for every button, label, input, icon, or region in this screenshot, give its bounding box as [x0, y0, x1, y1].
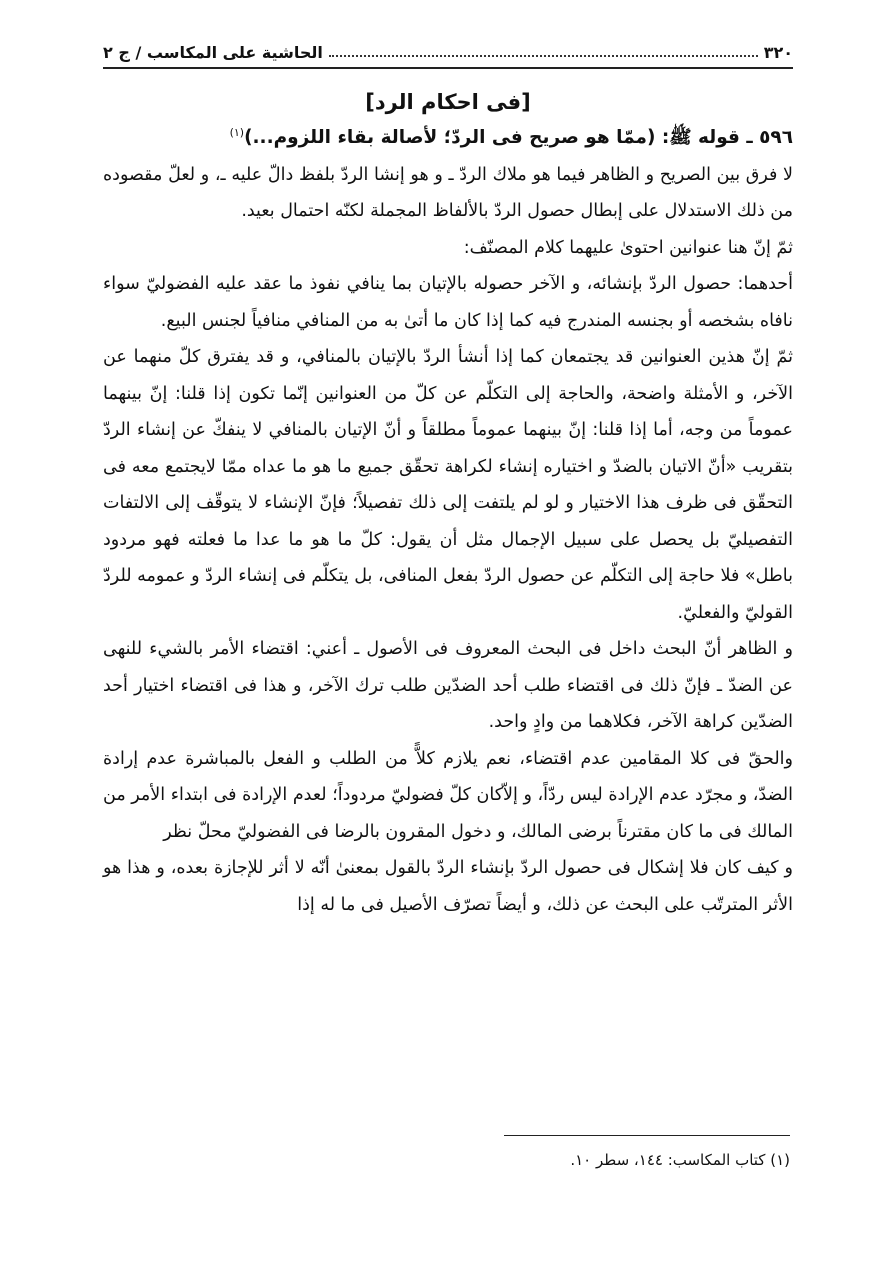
paragraph: لا فرق بين الصريح و الظاهر فيما هو ملاك الردّ ـ و هو إنشا الردّ بلفظ دالّ عليه ـ، و لعلّ مقصوده من ذلك الاستدلال على إبطال حصول الردّ بالألفاظ المجملة لكنّه احتمال بعيد.	[103, 164, 793, 221]
footnote: (١) كتاب المكاسب: ١٤٤، سطر ١٠.	[570, 1151, 790, 1169]
entry-heading	[103, 120, 793, 157]
dotted-leader	[329, 55, 758, 57]
paragraph: ثمّ إنّ هنا عنوانين احتوىٰ عليهما كلام المصنّف:	[463, 237, 793, 258]
paragraph: ثمّ إنّ هذين العنوانين قد يجتمعان كما إذا أنشأ الردّ بالإتيان بالمنافي، و قد يفترق كلّ منهما عن الآخر، و الأمثلة واضحة، والحاجة إلى التكلّم عن كلّ من العنوانين إنّما تكون إذا قلنا: إنّ بينهما عموماً من وجه، أما إذا قلنا: إنّ بينهما عموماً مطلقاً و أنّ الإتيان بالمنافي لا ينفكّ عن إنشاء الردّ بتقريب «أنّ الاتيان بالضدّ و اختياره إنشاء لكراهة تحقّق جميع ما هو ما عداه ممّا لايجتمع معه فى التحقّق فى ظرف هذا الاختيار و لو لم يلتفت إلى ذلك تفصيلاً؛ فإنّ الإنشاء لا يتوقّف إلى الالتفات التفصيليّ بل يحصل على سبيل الإجمال مثل أن يقول: كلّ ما هو ما عدا ما فعلته فهو مردود باطل» فلا حاجة إلى التكلّم عن حصول الردّ بفعل المنافى، بل يتكلّم فى إنشاء الردّ و عمومه للردّ القوليّ والفعليّ.	[103, 347, 793, 623]
paragraph: و كيف كان فلا إشكال فى حصول الردّ بإنشاء الردّ بالقول بمعنىٰ أنّه لا أثر للإجازة بعده، و هذا هو الأثر المترتّب على البحث عن ذلك، و أيضاً تصرّف الأصيل فى ما له إذا	[103, 858, 793, 915]
paragraph: والحقّ فى كلا المقامين عدم اقتضاء، نعم يلازم كلاًّ من الطلب و الفعل بالمباشرة عدم إرادة الضدّ، و مجرّد عدم الإرادة ليس ردّاً، و إلاّكان كلّ فضوليّ مردوداً؛ لعدم الإرادة فى ابتداء الأمر من المالك فى ما كان مقترناً برضى المالك، و دخول المقرون بالرضا فى الفضوليّ محلّ نظر	[103, 748, 793, 842]
header-rule	[103, 67, 793, 69]
page-header	[103, 36, 793, 62]
page-number: ٣٢٠	[763, 43, 793, 62]
running-title: الحاشية على المكاسب / ج ٢	[103, 43, 323, 62]
body-text	[103, 84, 793, 923]
footnote-marker: (١)	[229, 125, 245, 139]
entry-heading-text: ٥٩٦ ـ قوله ﷺ: (ممّا هو صريح فى الردّ؛ لأصالة بقاء اللزوم...)	[244, 127, 793, 148]
footnote-rule	[504, 1135, 790, 1136]
paragraph: و الظاهر أنّ البحث داخل فى البحث المعروف فى الأصول ـ أعني: اقتضاء الأمر بالشيء للنهى عن الضدّ ـ فإنّ ذلك فى اقتضاء طلب أحد الضدّين طلب ترك الآخر، و هذا فى اقتضاء اختيار أحد الضدّين كراهة الآخر، فكلاهما من وادٍ واحد.	[103, 639, 793, 732]
section-title: [فى احكام الرد]	[365, 90, 531, 114]
paragraph: أحدهما: حصول الردّ بإنشائه، و الآخر حصوله بالإتيان بما ينافي نفوذ ما عقد عليه الفضوليّ سواء نافاه بشخصه أو بجنسه المندرج فيه كما إذا كان ما أتىٰ به من المنافي منافياً لجنس البيع.	[103, 274, 793, 331]
